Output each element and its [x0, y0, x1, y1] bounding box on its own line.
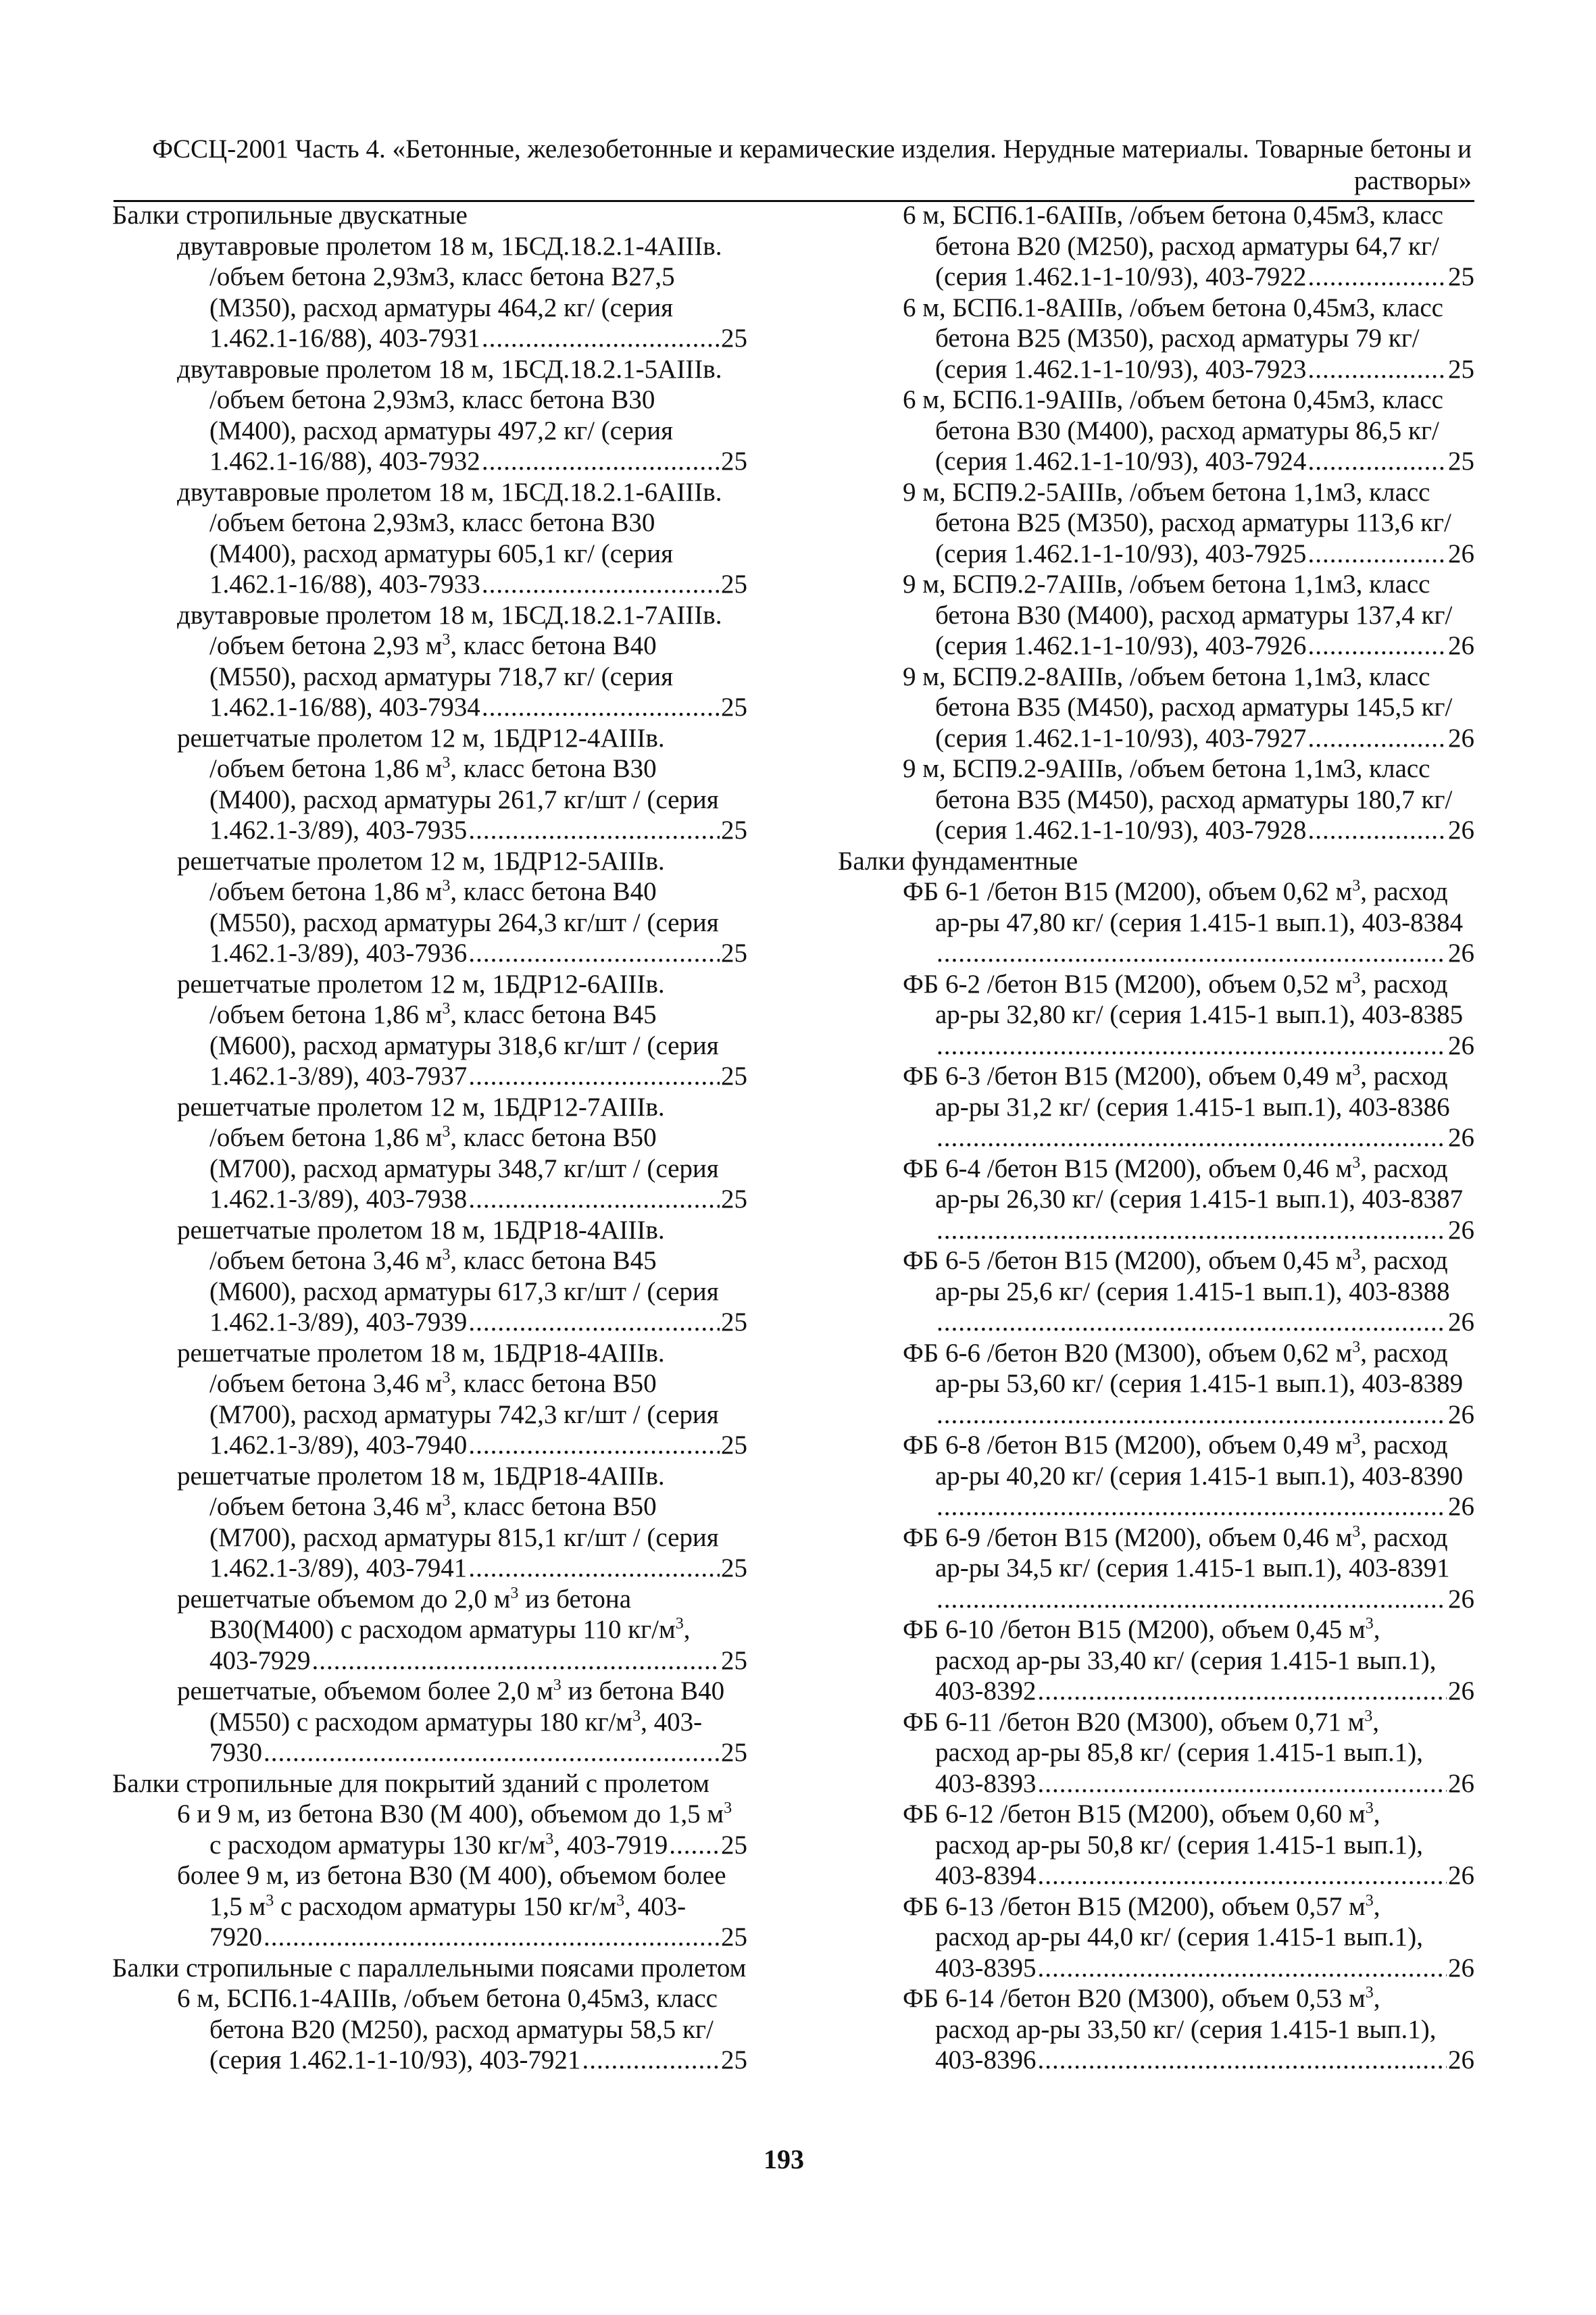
dot-leader: [468, 1553, 720, 1584]
entry-text-line: бетона В30 (М400), расход арматуры 86,5 кг/: [935, 416, 1439, 445]
index-entry: [112, 1461, 747, 1584]
entry-text-line: ар-ры 25,6 кг/ (серия 1.415-1 вып.1), 403-8388: [935, 1276, 1450, 1306]
dot-leader: [1307, 630, 1447, 662]
index-section: [112, 1768, 747, 1953]
index-entry: [112, 969, 747, 1092]
dot-leader: [468, 815, 720, 846]
entry-page-ref: 26: [1448, 1584, 1474, 1614]
index-entry: [838, 569, 1474, 662]
index-section: [112, 200, 747, 1768]
entry-text-line: 6 м, БСП6.1-8АIIIв, /объем бетона 0,45м3, класс: [903, 293, 1443, 322]
entry-text-line: решетчатые пролетом 18 м, 1БДР18-4АIIIв.: [177, 1338, 665, 1368]
dot-leader: [1307, 262, 1447, 293]
entry-text-line: /объем бетона 2,93 $м^3$, класс бетона В40: [209, 631, 657, 660]
entry-text-line: двутавровые пролетом 18 м, 1БСД.18.2.1-4АIIIв.: [177, 231, 722, 261]
entry-text-line: бетона В20 (М250), расход арматуры 64,7 кг/: [935, 231, 1439, 261]
entry-text-line: (М700), расход арматуры 348,7 кг/шт / (серия: [209, 1153, 719, 1183]
index-entry: [112, 1338, 747, 1461]
entry-leader-row: [209, 1645, 747, 1676]
dot-leader: [937, 1399, 1447, 1430]
entry-leader-row: [935, 1768, 1474, 1799]
entry-text-line: двутавровые пролетом 18 м, 1БСД.18.2.1-7АIIIв.: [177, 600, 722, 630]
dot-leader: [669, 1830, 720, 1861]
entry-page-ref: 26: [1448, 2045, 1474, 2074]
entry-text-line: ФБ 6-13 /бетон В15 (М200), объем 0,57 $м^3$,: [903, 1891, 1380, 1921]
entry-text-line: 9 м, БСП9.2-8АIIIв, /объем бетона 1,1м3, класс: [903, 662, 1430, 691]
entry-text-line: бетона В30 (М400), расход арматуры 137,4 кг/: [935, 600, 1453, 630]
entry-code: 1.462.1-3/89), 403-7937: [209, 1062, 468, 1091]
entry-text-line: ар-ры 31,2 кг/ (серия 1.415-1 вып.1), 403-8386: [935, 1092, 1450, 1122]
entry-leader-row: [209, 1922, 747, 1953]
entry-page-ref: 25: [721, 1185, 747, 1214]
entry-text-line: /объем бетона 1,86 $м^3$, класс бетона В45: [209, 1000, 657, 1029]
entry-code: 403-8395: [935, 1953, 1037, 1983]
entry-page-ref: 26: [1448, 1492, 1474, 1521]
index-entry: [838, 1430, 1474, 1522]
entry-text-line: расход ар-ры 33,50 кг/ (серия 1.415-1 вып.1),: [935, 2014, 1437, 2044]
dot-leader: [1307, 446, 1447, 477]
entry-text-line: В30(М400) с расходом арматуры 110 $кг/м^3$,: [209, 1615, 691, 1644]
entry-text-line: бетона В25 (М350), расход арматуры 113,6 кг/: [935, 508, 1451, 537]
entry-text-line: ФБ 6-1 /бетон В15 (М200), объем 0,62 $м^3$, расход: [903, 877, 1448, 906]
entry-text-line: 9 м, БСП9.2-5АIIIв, /объем бетона 1,1м3, класс: [903, 477, 1430, 507]
entry-code: 403-8396: [935, 2045, 1037, 2074]
entry-text-line: решетчатые пролетом 12 м, 1БДР12-6АIIIв.: [177, 969, 665, 999]
entry-text-line: решетчатые пролетом 12 м, 1БДР12-7АIIIв.: [177, 1092, 665, 1122]
dot-leader: [482, 692, 720, 723]
entry-page-ref: 25: [721, 2045, 747, 2074]
entry-code: 7920: [209, 1922, 262, 1951]
entry-page-ref: 26: [1448, 1215, 1474, 1245]
index-entry: [112, 1584, 747, 1676]
entry-text-line: расход ар-ры 85,8 кг/ (серия 1.415-1 вып.1),: [935, 1738, 1423, 1767]
dot-leader: [937, 1307, 1447, 1338]
entry-leader-row: [935, 1676, 1474, 1707]
entry-text-line: /объем бетона 2,93м3, класс бетона В30: [209, 385, 655, 414]
entry-text-line: 1,5 $м^3$ с расходом арматуры 150 $кг/м^3$, 403-: [209, 1891, 687, 1921]
index-entry: [838, 293, 1474, 385]
entry-page-ref: 25: [721, 1922, 747, 1951]
page-number: 193: [764, 2144, 804, 2174]
entry-leader-row: [209, 323, 747, 354]
index-entry: [838, 1891, 1474, 1984]
entry-code: 1.462.1-16/88), 403-7932: [209, 447, 480, 476]
entry-text-line: /объем бетона 1,86 $м^3$, класс бетона В40: [209, 877, 657, 906]
index-entry: [838, 1061, 1474, 1153]
entry-code: 1.462.1-3/89), 403-7939: [209, 1308, 468, 1337]
entry-code: 1.462.1-3/89), 403-7941: [209, 1553, 468, 1583]
dot-leader: [1038, 1768, 1447, 1799]
section-title: Балки стропильные двускатные: [112, 201, 468, 230]
dot-leader: [1038, 1860, 1447, 1891]
entry-text-line: /объем бетона 2,93м3, класс бетона В30: [209, 508, 655, 537]
entry-code: 403-8393: [935, 1768, 1037, 1798]
index-entry: [112, 1860, 747, 1953]
entry-leader-row: [209, 2045, 747, 2076]
index-entry: [112, 1215, 747, 1338]
entry-code: 7930: [209, 1738, 262, 1767]
entry-leader-row: [935, 1860, 1474, 1891]
index-entry: [112, 600, 747, 723]
entry-text-line: решетчатые, объемом более 2,0 $м^3$ из бетона В40: [177, 1676, 725, 1706]
entry-text-line: ар-ры 53,60 кг/ (серия 1.415-1 вып.1), 403-8389: [935, 1369, 1464, 1398]
section-title: Балки стропильные для покрытий зданий с пролетом: [112, 1768, 709, 1798]
entry-page-ref: 26: [1448, 1861, 1474, 1890]
entry-leader-row: [209, 692, 747, 723]
entry-leader-row: [935, 938, 1474, 969]
entry-text-line: ФБ 6-6 /бетон В20 (М300), объем 0,62 $м^3$, расход: [903, 1338, 1448, 1368]
index-entry: [838, 1522, 1474, 1615]
entry-text-line: ФБ 6-12 /бетон В15 (М200), объем 0,60 $м^3$,: [903, 1799, 1380, 1828]
entry-text-line: ар-ры 34,5 кг/ (серия 1.415-1 вып.1), 403-8391: [935, 1553, 1450, 1583]
dot-leader: [468, 1061, 720, 1092]
entry-page-ref: 26: [1448, 723, 1474, 753]
entry-leader-row: [209, 1307, 747, 1338]
entry-text-line: бетона В35 (М450), расход арматуры 145,5 кг/: [935, 693, 1453, 722]
entry-leader-row: [209, 446, 747, 477]
entry-page-ref: 26: [1448, 1953, 1474, 1983]
entry-text-line: /объем бетона 1,86 $м^3$, класс бетона В30: [209, 754, 657, 783]
entry-page-ref: 25: [721, 447, 747, 476]
entry-code: с расходом арматуры 130 $кг/м^3$, 403-7919: [209, 1830, 668, 1860]
dot-leader: [1038, 2045, 1447, 2076]
entry-text-line: бетона В20 (М250), расход арматуры 58,5 кг/: [209, 2014, 714, 2044]
entry-leader-row: [935, 1399, 1474, 1430]
entry-text-line: решетчатые пролетом 18 м, 1БДР18-4АIIIв.: [177, 1215, 665, 1245]
entry-leader-row: [935, 1307, 1474, 1338]
entry-text-line: ар-ры 40,20 кг/ (серия 1.415-1 вып.1), 403-8390: [935, 1461, 1464, 1491]
index-entry: [112, 477, 747, 600]
entry-text-line: (М550) с расходом арматуры 180 $кг/м^3$, 403-: [209, 1707, 703, 1737]
entry-code: (серия 1.462.1-1-10/93), 403-7926: [935, 631, 1307, 660]
entry-leader-row: [935, 354, 1474, 385]
entry-text-line: расход ар-ры 50,8 кг/ (серия 1.415-1 вып.1),: [935, 1830, 1423, 1860]
entry-text-line: /объем бетона 3,46 $м^3$, класс бетона В50: [209, 1492, 657, 1521]
entry-text-line: ар-ры 32,80 кг/ (серия 1.415-1 вып.1), 403-8385: [935, 1000, 1464, 1029]
entry-page-ref: 25: [721, 1645, 747, 1675]
entry-code: (серия 1.462.1-1-10/93), 403-7928: [935, 816, 1307, 845]
entry-leader-row: [209, 1061, 747, 1092]
entry-page-ref: 26: [1448, 539, 1474, 568]
entry-code: 1.462.1-3/89), 403-7938: [209, 1185, 468, 1214]
entry-text-line: (М400), расход арматуры 497,2 кг/ (серия: [209, 416, 674, 445]
entry-page-ref: 25: [721, 1738, 747, 1767]
entry-text-line: расход ар-ры 44,0 кг/ (серия 1.415-1 вып.1),: [935, 1922, 1423, 1951]
index-entry: [112, 1676, 747, 1768]
entry-leader-row: [935, 1030, 1474, 1062]
index-section: [112, 1953, 747, 2076]
entry-text-line: 9 м, БСП9.2-7АIIIв, /объем бетона 1,1м3, класс: [903, 570, 1430, 599]
entry-text-line: (М400), расход арматуры 605,1 кг/ (серия: [209, 539, 674, 568]
dot-leader: [582, 2045, 720, 2076]
running-header: [127, 133, 1472, 197]
entry-page-ref: 26: [1448, 816, 1474, 845]
dot-leader: [1307, 354, 1447, 385]
entry-code: 403-7929: [209, 1645, 311, 1675]
entry-text-line: 6 и 9 м, из бетона В30 (М 400), объемом до 1,5 $м^3$: [177, 1799, 732, 1828]
entry-text-line: /объем бетона 2,93м3, класс бетона В27,5: [209, 262, 675, 291]
entry-page-ref: 26: [1448, 939, 1474, 968]
entry-code: 403-8392: [935, 1676, 1037, 1706]
dot-leader: [482, 446, 720, 477]
index-entry: [838, 753, 1474, 846]
entry-leader-row: [209, 1737, 747, 1768]
index-entry: [112, 231, 747, 354]
dot-leader: [1307, 539, 1447, 570]
entry-text-line: ФБ 6-11 /бетон В20 (М300), объем 0,71 $м^3$,: [903, 1707, 1379, 1737]
entry-code: 1.462.1-16/88), 403-7931: [209, 324, 480, 353]
dot-leader: [468, 938, 720, 969]
entry-text-line: (М550), расход арматуры 718,7 кг/ (серия: [209, 662, 674, 691]
entry-code: 403-8394: [935, 1861, 1037, 1890]
index-entry: [838, 1153, 1474, 1246]
entry-text-line: /объем бетона 1,86 $м^3$, класс бетона В50: [209, 1123, 657, 1152]
entry-leader-row: [209, 569, 747, 600]
entry-text-line: ФБ 6-5 /бетон В15 (М200), объем 0,45 $м^3$, расход: [903, 1246, 1448, 1275]
entry-page-ref: 25: [721, 324, 747, 353]
dot-leader: [482, 569, 720, 600]
entry-page-ref: 25: [721, 1553, 747, 1583]
entry-page-ref: 26: [1448, 1308, 1474, 1337]
entry-leader-row: [935, 1584, 1474, 1615]
index-entry: [112, 1092, 747, 1215]
entry-text-line: бетона В25 (М350), расход арматуры 79 кг/: [935, 324, 1420, 353]
entry-leader-row: [935, 2045, 1474, 2076]
entry-leader-row: [935, 262, 1474, 293]
entry-code: 1.462.1-3/89), 403-7936: [209, 939, 468, 968]
dot-leader: [482, 323, 720, 354]
entry-text-line: ар-ры 47,80 кг/ (серия 1.415-1 вып.1), 403-8384: [935, 907, 1464, 937]
entry-text-line: (М550), расход арматуры 264,3 кг/шт / (серия: [209, 907, 719, 937]
entry-leader-row: [209, 1553, 747, 1584]
entry-page-ref: 26: [1448, 1030, 1474, 1060]
dot-leader: [468, 1307, 720, 1338]
entry-code: 1.462.1-3/89), 403-7940: [209, 1430, 468, 1460]
dot-leader: [312, 1645, 720, 1676]
entry-code: 1.462.1-3/89), 403-7935: [209, 816, 468, 845]
entry-text-line: решетчатые пролетом 12 м, 1БДР12-5АIIIв.: [177, 846, 665, 876]
entry-page-ref: 26: [1448, 1123, 1474, 1152]
entry-text-line: двутавровые пролетом 18 м, 1БСД.18.2.1-5АIIIв.: [177, 354, 722, 384]
entry-page-ref: 25: [721, 1830, 747, 1860]
header-line-2: растворы»: [1353, 166, 1472, 195]
entry-text-line: 6 м, БСП6.1-9АIIIв, /объем бетона 0,45м3, класс: [903, 385, 1443, 414]
section-title: Балки фундаментные: [838, 846, 1078, 876]
entry-text-line: ФБ 6-14 /бетон В20 (М300), объем 0,53 $м^3$,: [903, 1984, 1380, 2013]
entry-leader-row: [935, 630, 1474, 662]
index-entry: [112, 1983, 747, 2076]
entry-code: (серия 1.462.1-1-10/93), 403-7927: [935, 723, 1307, 753]
entry-page-ref: 25: [1448, 262, 1474, 291]
entry-page-ref: 26: [1448, 1768, 1474, 1798]
dot-leader: [937, 1584, 1447, 1615]
index-entry: [112, 1799, 747, 1860]
entry-text-line: ФБ 6-3 /бетон В15 (М200), объем 0,49 $м^3$, расход: [903, 1062, 1448, 1091]
entry-code: (серия 1.462.1-1-10/93), 403-7922: [935, 262, 1307, 291]
entry-text-line: ФБ 6-9 /бетон В15 (М200), объем 0,46 $м^3$, расход: [903, 1522, 1448, 1552]
entry-text-line: (М400), расход арматуры 261,7 кг/шт / (серия: [209, 785, 719, 814]
index-entry: [838, 876, 1474, 969]
entry-text-line: 6 м, БСП6.1-6АIIIв, /объем бетона 0,45м3, класс: [903, 201, 1443, 230]
entry-text-line: (М350), расход арматуры 464,2 кг/ (серия: [209, 293, 674, 322]
entry-leader-row: [935, 1215, 1474, 1246]
dot-leader: [937, 1491, 1447, 1522]
dot-leader: [1038, 1953, 1447, 1984]
entry-text-line: решетчатые объемом до 2,0 $м^3$ из бетона: [177, 1584, 632, 1614]
entry-leader-row: [935, 446, 1474, 477]
entry-page-ref: 25: [721, 570, 747, 599]
entry-page-ref: 25: [721, 1062, 747, 1091]
entry-code: 1.462.1-16/88), 403-7933: [209, 570, 480, 599]
entry-leader-row: [209, 1830, 747, 1861]
entry-text-line: (М700), расход арматуры 815,1 кг/шт / (серия: [209, 1522, 719, 1552]
entry-leader-row: [209, 815, 747, 846]
entry-page-ref: 26: [1448, 1399, 1474, 1429]
index-entry: [838, 1338, 1474, 1430]
index-entry: [838, 1983, 1474, 2076]
entry-text-line: более 9 м, из бетона В30 (М 400), объемом более: [177, 1861, 726, 1890]
right-column: [838, 200, 1474, 2076]
dot-leader: [1307, 723, 1447, 754]
entry-text-line: расход ар-ры 33,40 кг/ (серия 1.415-1 вып.1),: [935, 1645, 1437, 1675]
index-entry: [112, 723, 747, 846]
entry-page-ref: 25: [1448, 447, 1474, 476]
dot-leader: [468, 1430, 720, 1461]
entry-text-line: бетона В35 (М450), расход арматуры 180,7 кг/: [935, 785, 1453, 814]
entry-code: (серия 1.462.1-1-10/93), 403-7921: [209, 2045, 581, 2074]
index-entry: [838, 200, 1474, 293]
entry-text-line: (М600), расход арматуры 617,3 кг/шт / (серия: [209, 1276, 719, 1306]
index-entry: [838, 969, 1474, 1062]
dot-leader: [937, 1122, 1447, 1153]
entry-text-line: ФБ 6-2 /бетон В15 (М200), объем 0,52 $м^3$, расход: [903, 969, 1448, 999]
dot-leader: [468, 1184, 720, 1215]
entry-code: (серия 1.462.1-1-10/93), 403-7924: [935, 447, 1307, 476]
entry-text-line: /объем бетона 3,46 $м^3$, класс бетона В50: [209, 1369, 657, 1398]
index-section: [838, 846, 1474, 2076]
entry-text-line: ФБ 6-4 /бетон В15 (М200), объем 0,46 $м^3$, расход: [903, 1153, 1448, 1183]
entry-page-ref: 25: [721, 1308, 747, 1337]
index-entry: [838, 1245, 1474, 1338]
header-line-1: ФССЦ-2001 Часть 4. «Бетонные, железобетонные и керамические изделия. Нерудные материалы. Товарные бетоны и: [152, 134, 1472, 164]
entry-page-ref: 26: [1448, 1676, 1474, 1706]
entry-text-line: (М700), расход арматуры 742,3 кг/шт / (серия: [209, 1399, 719, 1429]
entry-code: (серия 1.462.1-1-10/93), 403-7925: [935, 539, 1307, 568]
entry-leader-row: [935, 723, 1474, 754]
entry-page-ref: 26: [1448, 631, 1474, 660]
entry-leader-row: [209, 1184, 747, 1215]
dot-leader: [1038, 1676, 1447, 1707]
entry-text-line: решетчатые пролетом 12 м, 1БДР12-4АIIIв.: [177, 723, 665, 753]
entry-page-ref: 25: [1448, 354, 1474, 384]
index-entry: [838, 1799, 1474, 1891]
index-entry: [838, 384, 1474, 477]
left-column: [112, 200, 747, 2076]
entry-code: 1.462.1-16/88), 403-7934: [209, 693, 480, 722]
entry-leader-row: [209, 938, 747, 969]
index-entry: [112, 846, 747, 969]
entry-leader-row: [935, 539, 1474, 570]
entry-text-line: 6 м, БСП6.1-4АIIIв, /объем бетона 0,45м3, класс: [177, 1984, 718, 2013]
entry-page-ref: 25: [721, 693, 747, 722]
entry-leader-row: [935, 1491, 1474, 1522]
index-entry: [838, 1614, 1474, 1707]
index-entry: [838, 662, 1474, 754]
entry-text-line: (М600), расход арматуры 318,6 кг/шт / (серия: [209, 1030, 719, 1060]
entry-text-line: 9 м, БСП9.2-9АIIIв, /объем бетона 1,1м3, класс: [903, 754, 1430, 783]
entry-text-line: решетчатые пролетом 18 м, 1БДР18-4АIIIв.: [177, 1461, 665, 1491]
entry-text-line: ФБ 6-10 /бетон В15 (М200), объем 0,45 $м^3$,: [903, 1615, 1380, 1644]
dot-leader: [264, 1737, 720, 1768]
entry-code: (серия 1.462.1-1-10/93), 403-7923: [935, 354, 1307, 384]
entry-text-line: двутавровые пролетом 18 м, 1БСД.18.2.1-6АIIIв.: [177, 477, 722, 507]
entry-leader-row: [935, 1122, 1474, 1153]
index-section: [838, 200, 1474, 846]
index-entry: [112, 354, 747, 477]
index-entry: [838, 1707, 1474, 1799]
entry-text-line: /объем бетона 3,46 $м^3$, класс бетона В45: [209, 1246, 657, 1275]
entry-leader-row: [935, 1953, 1474, 1984]
dot-leader: [264, 1922, 720, 1953]
dot-leader: [1307, 815, 1447, 846]
dot-leader: [937, 1215, 1447, 1246]
index-entry: [838, 477, 1474, 570]
dot-leader: [937, 938, 1447, 969]
entry-text-line: ар-ры 26,30 кг/ (серия 1.415-1 вып.1), 403-8387: [935, 1185, 1464, 1214]
entry-page-ref: 25: [721, 1430, 747, 1460]
entry-page-ref: 25: [721, 939, 747, 968]
entry-leader-row: [209, 1430, 747, 1461]
section-title: Балки стропильные с параллельными поясами пролетом: [112, 1953, 747, 1983]
entry-text-line: ФБ 6-8 /бетон В15 (М200), объем 0,49 $м^3$, расход: [903, 1430, 1448, 1460]
entry-page-ref: 25: [721, 816, 747, 845]
dot-leader: [937, 1030, 1447, 1062]
entry-leader-row: [935, 815, 1474, 846]
